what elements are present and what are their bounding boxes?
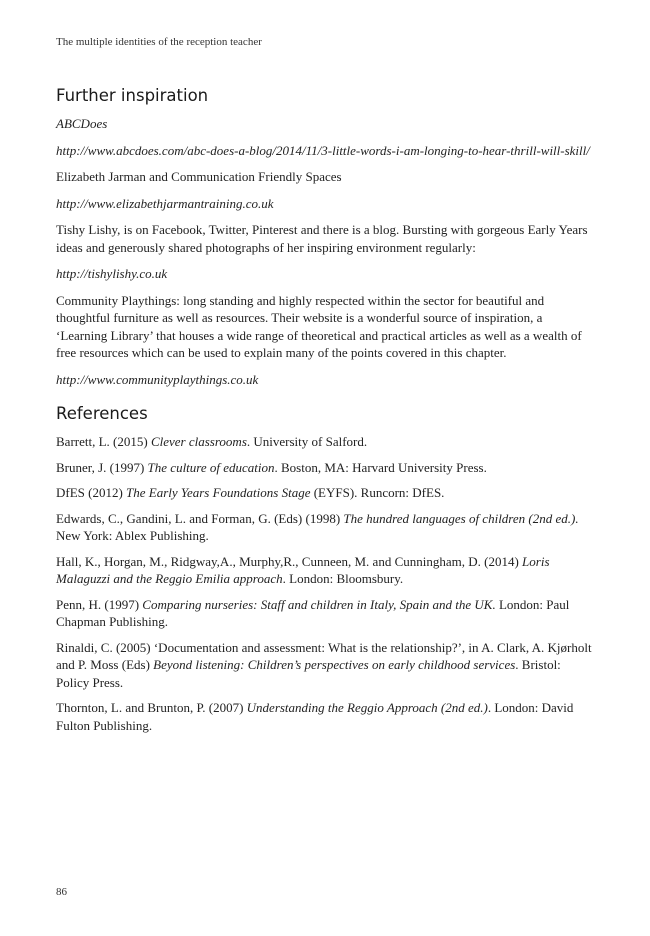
reference-entry <box>56 553 596 588</box>
reference-title: Loris Malaguzzi and the Reggio Emilia approach <box>56 553 550 586</box>
reference-title: The Early Years Foundations Stage <box>126 485 311 500</box>
running-head: The multiple identities of the reception teacher <box>56 36 262 48</box>
reference-publisher: (EYFS). Runcorn: DfES. <box>310 485 445 500</box>
reference-title: Clever classrooms <box>150 434 247 449</box>
inspiration-text: Community Playthings: long standing and highly respected within the sector for beautiful and thoughtful furniture as well as resources. Their website is a wonderful source of inspiration, a ‘Learning Library’ that houses a wide range of theoretical and practical articles as well as a wealth of free resources which can be used to explain many of the points covered in this chapter. <box>56 292 582 360</box>
reference-entry <box>56 433 596 451</box>
reference-title: The culture of education <box>147 459 275 475</box>
reference-publisher: . London: Bloomsbury. <box>282 571 404 586</box>
reference-entry <box>56 639 596 692</box>
reference-title: The hundred languages of children (2nd ed.). <box>343 510 579 526</box>
inspiration-text: Elizabeth Jarman and Communication Friendly Spaces <box>56 169 342 184</box>
reference-authors: Bruner, J. (1997) <box>56 459 148 475</box>
reference-title: Understanding the Reggio Approach (2nd ed.) <box>246 700 488 715</box>
reference-publisher: . University of Salford. <box>246 434 368 449</box>
inspiration-link[interactable]: http://www.elizabethjarmantraining.co.uk <box>56 195 274 211</box>
reference-entry <box>56 596 596 631</box>
references-heading: References <box>56 404 148 423</box>
reference-publisher: . Boston, MA: Harvard University Press. <box>274 459 487 475</box>
reference-authors: Penn, H. (1997) <box>56 596 143 612</box>
further-inspiration-heading: Further inspiration <box>56 86 209 105</box>
reference-publisher: New York: Ablex Publishing. <box>56 528 209 543</box>
page-body <box>56 86 596 742</box>
inspiration-title: ABCDoes <box>56 116 108 131</box>
reference-authors: Hall, K., Horgan, M., Ridgway,A., Murphy,R., Cunneen, M. and Cunningham, D. (2014) <box>56 553 523 569</box>
inspiration-link[interactable]: http://tishylishy.co.uk <box>56 266 168 281</box>
reference-authors: DfES (2012) <box>56 485 127 500</box>
reference-publisher: . Bristol: Policy Press. <box>56 657 561 690</box>
inspiration-link[interactable]: http://www.communityplaythings.co.uk <box>56 371 259 387</box>
page-number: 86 <box>56 886 67 898</box>
reference-title: Beyond listening: Children’s perspectives on early childhood services <box>153 657 516 672</box>
reference-title: Comparing nurseries: Staff and children in Italy, Spain and the UK. <box>142 596 496 612</box>
reference-authors: Thornton, L. and Brunton, P. (2007) <box>56 700 247 715</box>
reference-publisher: . London: David Fulton Publishing. <box>56 700 574 733</box>
reference-authors: Barrett, L. (2015) <box>56 434 151 449</box>
inspiration-text: Tishy Lishy, is on Facebook, Twitter, Pinterest and there is a blog. Bursting with gorgeous Early Years ideas and generously shared photographs of her inspiring environment regularly: <box>56 222 588 255</box>
inspiration-link[interactable]: http://www.abcdoes.com/abc-does-a-blog/2014/11/3-little-words-i-am-longing-to-hear-thrill-will-skill/ <box>56 142 590 158</box>
reference-entry <box>56 484 596 502</box>
reference-authors: Edwards, C., Gandini, L. and Forman, G. (Eds) (1998) <box>56 510 344 526</box>
reference-entry <box>56 510 596 545</box>
reference-publisher: London: Paul Chapman Publishing. <box>56 596 570 629</box>
reference-entry <box>56 459 596 477</box>
reference-authors: Rinaldi, C. (2005) ‘Documentation and assessment: What is the relationship?’, in A. Clark, A. Kjørholt and P. Moss (Eds) <box>56 639 592 672</box>
reference-entry <box>56 699 596 734</box>
